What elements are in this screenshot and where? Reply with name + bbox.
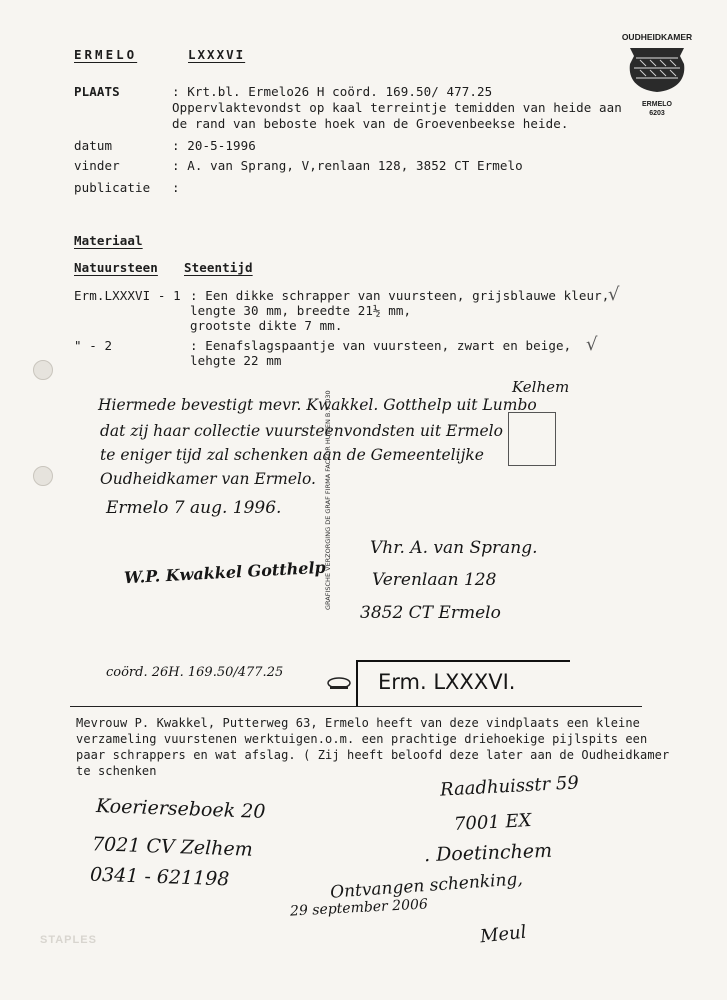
declaration-date: Ermelo 7 aug. 1996. [106,498,282,518]
plaats-line-3: de rand van beboste hoek van de Groevenbeekse heide. [172,116,569,131]
datum-label: datum [74,138,113,153]
divider-line [70,706,642,707]
item-1-line-1: : Een dikke schrapper van vuursteen, grijsblauwe kleur, [190,288,610,303]
declaration-line-3: te eniger tijd zal schenken aan de Gemeentelijke [100,446,484,464]
note-line-2: verzameling vuurstenen werktuigen.o.m. een prachtige driehoekige pijlspits een [76,732,648,746]
materiaal-heading: Materiaal [74,233,143,248]
item-1-line-2: lengte 30 mm, breedte 21½ mm, [190,303,412,318]
donor-street: Koerierseboek 20 [95,795,266,823]
donor-city: 7021 CV Zelhem [91,833,254,861]
handwritten-insert: Kelhem [512,378,570,396]
vinder-value: : A. van Sprang, V,renlaan 128, 3852 CT Ermelo [172,158,523,173]
item-2-line-1: : Eenafslagspaantje van vuursteen, zwart en beige, [190,338,572,353]
header-code: LXXXVI [188,47,246,62]
natuursteen-heading: Natuursteen [74,260,158,275]
vinder-label: vinder [74,158,120,173]
catalogue-number: Erm. LXXXVI. [378,670,516,694]
finder-street: Verenlaan 128 [372,570,497,590]
finder-city: 3852 CT Ermelo [360,603,501,623]
declaration-line-4: Oudheidkamer van Ermelo. [100,470,316,488]
plaats-line-2: Oppervlaktevondst op kaal terreintje temidden van heide aan [172,100,622,115]
handwritten-coordinates: coörd. 26H. 169.50/477.25 [106,665,284,680]
receipt-date: 29 september 2006 [289,896,429,920]
punch-hole-top [33,360,53,380]
item-2-line-2: lehgte 22 mm [190,353,282,368]
insert-marker-box [508,412,556,466]
logo-number: 6203 [649,110,665,117]
datum-value: : 20-5-1996 [172,138,256,153]
receipt-note: Ontvangen schenking, [329,869,524,903]
plaats-label: PLAATS [74,84,120,99]
item-1-line-3: grootste dikte 7 mm. [190,318,343,333]
museum-city: . Doetinchem [423,839,553,867]
note-line-3: paar schrappers en wat afslag. ( Zij heeft beloofd deze later aan de Oudheidkamer [76,748,670,762]
checkmark-2: √ [586,334,598,355]
stamp-logo-icon [326,676,352,690]
item-1-ref: Erm.LXXXVI - 1 [74,288,181,303]
declaration-line-2: dat zij haar collectie vuursteenvondsten uit Ermelo [100,422,503,440]
note-line-1: Mevrouw P. Kwakkel, Putterweg 63, Ermelo heeft van deze vindplaats een kleine [76,716,640,730]
printer-note: GRAFISCHE VERZORGING DE GRAF FIRMA FACTOR HUIZEN B.V. 030 [324,390,332,610]
watermark-staples: STAPLES [40,934,97,946]
item-2-ref: " - 2 [74,338,113,353]
receipt-signature: Meul [479,921,528,948]
donor-phone: 0341 - 621198 [89,863,230,891]
finder-name: Vhr. A. van Sprang. [370,538,538,558]
declaration-line-1: Hiermede bevestigt mevr. Kwakkel. Gotthelp uit Lumbo [98,396,537,414]
steentijd-heading: Steentijd [184,260,253,275]
punch-hole-bottom [33,466,53,486]
logo-place: ERMELO [642,101,672,108]
note-line-4: te schenken [76,764,157,778]
checkmark-1: √ [608,284,620,305]
signature-kwakkel: W.P. Kwakkel Gotthelp [123,557,327,588]
publicatie-label: publicatie [74,180,151,195]
museum-postcode: 7001 EX [453,809,532,836]
vessel-icon [620,42,694,96]
header-title: ERMELO [74,47,138,62]
publicatie-value: : [172,180,180,195]
logo-title: OUDHEIDKAMER [621,32,693,42]
oudheidkamer-logo [620,32,694,118]
museum-street: Raadhuisstr 59 [439,772,580,801]
plaats-line-1: : Krt.bl. Ermelo26 H coörd. 169.50/ 477.25 [172,84,493,99]
